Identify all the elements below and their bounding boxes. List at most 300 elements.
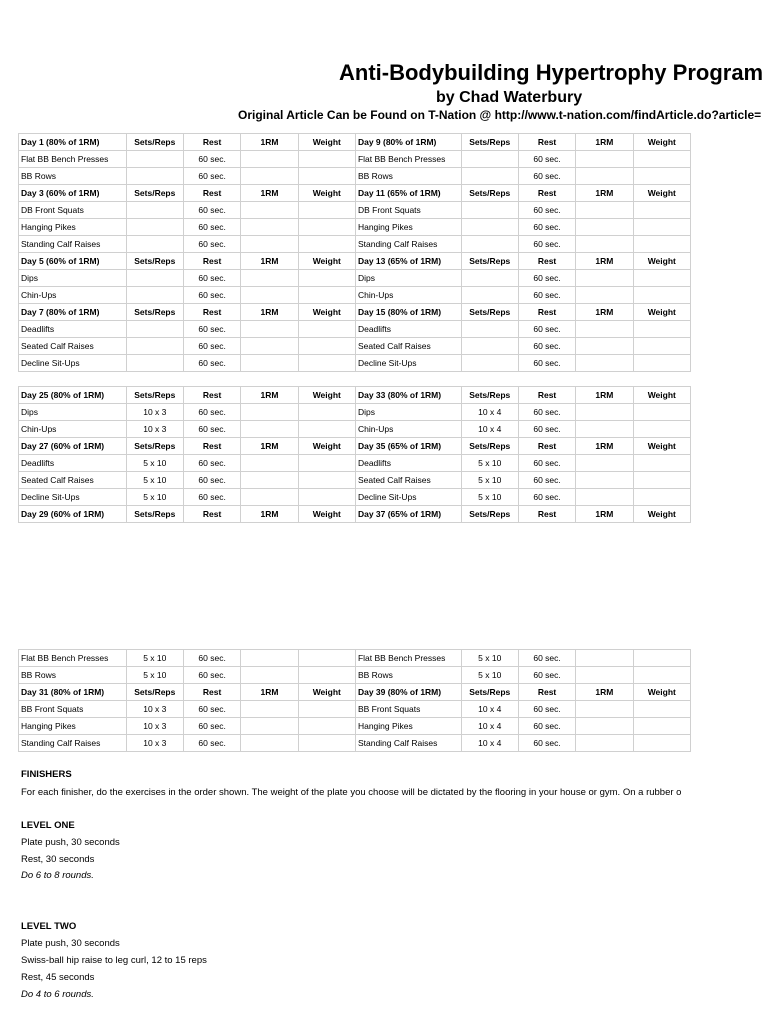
weight-cell [298,421,355,438]
rest-cell: 60 sec. [518,236,575,253]
exercise-name-cell: BB Front Squats [19,701,127,718]
weight-cell [298,489,355,506]
rest-cell: 60 sec. [183,355,240,372]
rest-cell: 60 sec. [518,168,575,185]
weight-cell [633,355,690,372]
exercise-name-cell: Flat BB Bench Presses [19,650,127,667]
level-two-rounds: Do 4 to 6 rounds. [21,989,94,1000]
sets-reps-cell: Sets/Reps [126,506,183,523]
sets-reps-cell [126,338,183,355]
one-rm-cell: 1RM [241,684,298,701]
day-label-cell: Day 29 (60% of 1RM) [19,506,127,523]
weight-cell [298,701,355,718]
rest-cell: 60 sec. [183,472,240,489]
rest-cell: 60 sec. [518,701,575,718]
weight-cell [633,701,690,718]
rest-cell: 60 sec. [518,355,575,372]
sets-reps-cell: 5 x 10 [461,667,518,684]
rest-cell: Rest [518,684,575,701]
weight-cell [298,355,355,372]
day-label-cell: Day 11 (65% of 1RM) [355,185,461,202]
weight-cell [298,718,355,735]
exercise-name-cell: Dips [19,270,127,287]
exercise-name-cell: Seated Calf Raises [355,338,461,355]
sets-reps-cell [461,355,518,372]
rest-cell: 60 sec. [518,287,575,304]
rest-cell: Rest [518,438,575,455]
rest-cell: Rest [183,304,240,321]
level-one-rounds: Do 6 to 8 rounds. [21,870,94,881]
one-rm-cell [241,489,298,506]
sets-reps-cell [126,219,183,236]
day-label-cell: Day 27 (60% of 1RM) [19,438,127,455]
one-rm-cell: 1RM [241,438,298,455]
rest-cell: 60 sec. [183,455,240,472]
sets-reps-cell [126,236,183,253]
weight-cell [633,667,690,684]
sets-reps-cell: 10 x 4 [461,404,518,421]
level-two-heading: LEVEL TWO [21,921,77,932]
weight-cell: Weight [298,506,355,523]
sets-reps-cell: 5 x 10 [461,489,518,506]
exercise-name-cell: BB Rows [19,667,127,684]
page-title: Anti-Bodybuilding Hypertrophy Program [339,60,764,85]
sets-reps-cell: 10 x 3 [126,421,183,438]
exercise-name-cell: Decline Sit-Ups [355,489,461,506]
rest-cell: 60 sec. [183,168,240,185]
weight-cell [633,472,690,489]
rest-cell: Rest [518,304,575,321]
weight-cell [633,219,690,236]
one-rm-cell [241,718,298,735]
rest-cell: 60 sec. [183,735,240,752]
weight-cell [633,287,690,304]
exercise-name-cell: Decline Sit-Ups [19,489,127,506]
one-rm-cell: 1RM [576,506,633,523]
weight-cell [633,489,690,506]
one-rm-cell: 1RM [241,304,298,321]
weight-cell [298,236,355,253]
level-two-line: Swiss-ball hip raise to leg curl, 12 to 15 reps [21,955,207,966]
exercise-row [19,219,691,236]
level-one-line: Rest, 30 seconds [21,854,95,865]
weight-cell [633,404,690,421]
sets-reps-cell: 10 x 4 [461,701,518,718]
one-rm-cell [241,735,298,752]
exercise-name-cell: Standing Calf Raises [355,236,461,253]
day-label-cell: Day 1 (80% of 1RM) [19,134,127,151]
level-two-line: Rest, 45 seconds [21,972,95,983]
rest-cell: 60 sec. [518,270,575,287]
weight-cell: Weight [298,185,355,202]
sets-reps-cell [461,270,518,287]
weight-cell [298,650,355,667]
sets-reps-cell: Sets/Reps [126,253,183,270]
sets-reps-cell [126,321,183,338]
exercise-row [19,236,691,253]
one-rm-cell [241,701,298,718]
weight-cell [298,404,355,421]
weight-cell [298,667,355,684]
exercise-row [19,701,691,718]
rest-cell: Rest [183,387,240,404]
sets-reps-cell: 10 x 3 [126,735,183,752]
sets-reps-cell [461,219,518,236]
weight-cell [633,202,690,219]
one-rm-cell [576,321,633,338]
one-rm-cell [241,421,298,438]
one-rm-cell [576,650,633,667]
one-rm-cell: 1RM [576,438,633,455]
workout-table-1 [18,133,691,372]
sets-reps-cell: Sets/Reps [461,387,518,404]
rest-cell: 60 sec. [183,338,240,355]
one-rm-cell [576,287,633,304]
rest-cell: 60 sec. [183,270,240,287]
exercise-row [19,455,691,472]
sets-reps-cell: 5 x 10 [461,650,518,667]
weight-cell [633,735,690,752]
weight-cell [298,168,355,185]
level-one-heading: LEVEL ONE [21,820,75,831]
weight-cell [298,472,355,489]
day-header-row [19,438,691,455]
exercise-row [19,287,691,304]
rest-cell: 60 sec. [183,421,240,438]
one-rm-cell: 1RM [241,506,298,523]
exercise-name-cell: Chin-Ups [355,287,461,304]
one-rm-cell [576,338,633,355]
exercise-name-cell: Chin-Ups [19,421,127,438]
day-label-cell: Day 3 (60% of 1RM) [19,185,127,202]
rest-cell: 60 sec. [183,151,240,168]
rest-cell: 60 sec. [518,404,575,421]
one-rm-cell: 1RM [576,253,633,270]
exercise-name-cell: BB Rows [355,168,461,185]
exercise-name-cell: Deadlifts [19,455,127,472]
sets-reps-cell: 10 x 3 [126,701,183,718]
exercise-row [19,421,691,438]
exercise-name-cell: Hanging Pikes [355,219,461,236]
rest-cell: 60 sec. [518,321,575,338]
rest-cell: 60 sec. [518,202,575,219]
day-label-cell: Day 35 (65% of 1RM) [355,438,461,455]
sets-reps-cell: 5 x 10 [126,650,183,667]
rest-cell: 60 sec. [183,718,240,735]
rest-cell: Rest [518,506,575,523]
weight-cell [298,202,355,219]
exercise-name-cell: Seated Calf Raises [19,472,127,489]
exercise-row [19,489,691,506]
exercise-name-cell: Dips [19,404,127,421]
sets-reps-cell: Sets/Reps [461,438,518,455]
sets-reps-cell: Sets/Reps [126,185,183,202]
rest-cell: Rest [183,684,240,701]
rest-cell: Rest [518,185,575,202]
rest-cell: 60 sec. [183,489,240,506]
exercise-name-cell: Decline Sit-Ups [19,355,127,372]
exercise-name-cell: Seated Calf Raises [19,338,127,355]
exercise-name-cell: Hanging Pikes [355,718,461,735]
sets-reps-cell: 10 x 4 [461,735,518,752]
weight-cell: Weight [298,134,355,151]
page-title-wrap [0,60,768,88]
sets-reps-cell: Sets/Reps [461,684,518,701]
exercise-name-cell: DB Front Squats [19,202,127,219]
one-rm-cell [241,236,298,253]
exercise-name-cell: Dips [355,270,461,287]
weight-cell: Weight [633,438,690,455]
one-rm-cell [241,650,298,667]
sets-reps-cell: Sets/Reps [461,253,518,270]
workout-table-3 [18,649,691,752]
rest-cell: 60 sec. [518,151,575,168]
sets-reps-cell [126,168,183,185]
rest-cell: 60 sec. [518,489,575,506]
one-rm-cell: 1RM [576,134,633,151]
one-rm-cell: 1RM [241,185,298,202]
exercise-name-cell: Flat BB Bench Presses [355,650,461,667]
one-rm-cell [576,270,633,287]
sets-reps-cell [126,355,183,372]
weight-cell: Weight [298,387,355,404]
weight-cell [298,219,355,236]
weight-cell: Weight [633,253,690,270]
rest-cell: 60 sec. [518,219,575,236]
exercise-name-cell: Deadlifts [355,455,461,472]
exercise-name-cell: Decline Sit-Ups [355,355,461,372]
sets-reps-cell: Sets/Reps [461,185,518,202]
day-label-cell: Day 33 (80% of 1RM) [355,387,461,404]
one-rm-cell [576,404,633,421]
one-rm-cell [576,219,633,236]
one-rm-cell [576,168,633,185]
weight-cell: Weight [633,684,690,701]
one-rm-cell [576,202,633,219]
exercise-name-cell: Standing Calf Raises [355,735,461,752]
exercise-name-cell: Standing Calf Raises [19,236,127,253]
weight-cell [298,735,355,752]
rest-cell: Rest [183,438,240,455]
sets-reps-cell: 5 x 10 [126,489,183,506]
one-rm-cell: 1RM [241,387,298,404]
workout-table-2 [18,386,691,523]
one-rm-cell: 1RM [576,304,633,321]
exercise-name-cell: BB Front Squats [355,701,461,718]
one-rm-cell [241,202,298,219]
one-rm-cell [241,472,298,489]
exercise-row [19,168,691,185]
one-rm-cell [241,287,298,304]
rest-cell: 60 sec. [518,735,575,752]
one-rm-cell [576,718,633,735]
weight-cell: Weight [298,438,355,455]
exercise-name-cell: Dips [355,404,461,421]
rest-cell: 60 sec. [183,236,240,253]
sets-reps-cell: 10 x 4 [461,421,518,438]
one-rm-cell [241,404,298,421]
weight-cell [298,455,355,472]
day-header-row [19,684,691,701]
one-rm-cell: 1RM [576,387,633,404]
one-rm-cell [576,455,633,472]
weight-cell: Weight [633,506,690,523]
rest-cell: Rest [183,134,240,151]
day-header-row [19,387,691,404]
one-rm-cell: 1RM [241,134,298,151]
weight-cell: Weight [298,684,355,701]
rest-cell: Rest [183,506,240,523]
rest-cell: 60 sec. [518,667,575,684]
sets-reps-cell [461,321,518,338]
rest-cell: 60 sec. [518,650,575,667]
weight-cell [633,270,690,287]
exercise-row [19,667,691,684]
day-label-cell: Day 15 (80% of 1RM) [355,304,461,321]
rest-cell: 60 sec. [518,718,575,735]
sets-reps-cell: Sets/Reps [461,304,518,321]
sets-reps-cell: Sets/Reps [126,304,183,321]
sets-reps-cell: Sets/Reps [126,684,183,701]
finishers-description: For each finisher, do the exercises in the order shown. The weight of the plate you choose will be dictated by the flooring in your house or gym. On a rubber o [21,787,682,798]
sets-reps-cell [461,151,518,168]
one-rm-cell [576,421,633,438]
weight-cell [633,718,690,735]
sets-reps-cell: Sets/Reps [126,134,183,151]
one-rm-cell [241,667,298,684]
rest-cell: 60 sec. [183,219,240,236]
exercise-name-cell: BB Rows [19,168,127,185]
day-label-cell: Day 39 (80% of 1RM) [355,684,461,701]
weight-cell: Weight [298,304,355,321]
rest-cell: Rest [518,387,575,404]
rest-cell: Rest [518,253,575,270]
sets-reps-cell [461,202,518,219]
sets-reps-cell: Sets/Reps [126,387,183,404]
one-rm-cell [241,321,298,338]
exercise-row [19,404,691,421]
one-rm-cell [241,355,298,372]
exercise-name-cell: Chin-Ups [355,421,461,438]
weight-cell: Weight [633,134,690,151]
exercise-row [19,338,691,355]
article-note: Original Article Can be Found on T-Nation @ http://www.t-nation.com/findArticle.do?article= [238,108,762,122]
one-rm-cell [241,270,298,287]
rest-cell: 60 sec. [183,404,240,421]
weight-cell: Weight [633,387,690,404]
day-header-row [19,304,691,321]
sets-reps-cell: 5 x 10 [461,455,518,472]
weight-cell [298,338,355,355]
sets-reps-cell [126,202,183,219]
level-two-line: Plate push, 30 seconds [21,938,120,949]
exercise-name-cell: BB Rows [355,667,461,684]
weight-cell [633,650,690,667]
exercise-row [19,718,691,735]
rest-cell: Rest [518,134,575,151]
sets-reps-cell [461,338,518,355]
rest-cell: 60 sec. [518,455,575,472]
sets-reps-cell [126,270,183,287]
rest-cell: Rest [183,185,240,202]
sets-reps-cell [126,287,183,304]
day-label-cell: Day 37 (65% of 1RM) [355,506,461,523]
day-header-row [19,506,691,523]
sets-reps-cell: 10 x 3 [126,404,183,421]
exercise-name-cell: DB Front Squats [355,202,461,219]
exercise-name-cell: Deadlifts [355,321,461,338]
rest-cell: 60 sec. [518,338,575,355]
rest-cell: 60 sec. [183,701,240,718]
article-note-wrap [0,108,762,124]
weight-cell [633,421,690,438]
weight-cell [633,455,690,472]
exercise-row [19,321,691,338]
sets-reps-cell: 5 x 10 [461,472,518,489]
exercise-name-cell: Flat BB Bench Presses [355,151,461,168]
weight-cell [633,151,690,168]
one-rm-cell [241,455,298,472]
one-rm-cell: 1RM [576,185,633,202]
exercise-name-cell: Flat BB Bench Presses [19,151,127,168]
one-rm-cell [576,667,633,684]
one-rm-cell [241,151,298,168]
one-rm-cell [241,168,298,185]
sets-reps-cell: Sets/Reps [126,438,183,455]
rest-cell: 60 sec. [183,650,240,667]
finishers-heading: FINISHERS [21,769,72,780]
one-rm-cell [576,472,633,489]
rest-cell: 60 sec. [518,472,575,489]
exercise-row [19,355,691,372]
rest-cell: 60 sec. [183,202,240,219]
exercise-name-cell: Chin-Ups [19,287,127,304]
day-label-cell: Day 9 (80% of 1RM) [355,134,461,151]
author-line: by Chad Waterbury [436,89,583,106]
weight-cell: Weight [298,253,355,270]
exercise-row [19,735,691,752]
weight-cell [298,287,355,304]
rest-cell: 60 sec. [183,321,240,338]
exercise-row [19,202,691,219]
sets-reps-cell [461,236,518,253]
exercise-row [19,650,691,667]
day-label-cell: Day 13 (65% of 1RM) [355,253,461,270]
rest-cell: 60 sec. [518,421,575,438]
one-rm-cell [241,219,298,236]
one-rm-cell [576,489,633,506]
exercise-name-cell: Hanging Pikes [19,718,127,735]
rest-cell: Rest [183,253,240,270]
exercise-name-cell: Standing Calf Raises [19,735,127,752]
one-rm-cell [576,355,633,372]
sets-reps-cell [461,168,518,185]
one-rm-cell [576,701,633,718]
weight-cell [633,168,690,185]
weight-cell [633,321,690,338]
exercise-row [19,151,691,168]
exercise-row [19,270,691,287]
one-rm-cell: 1RM [576,684,633,701]
weight-cell [298,321,355,338]
day-header-row [19,134,691,151]
day-header-row [19,253,691,270]
sets-reps-cell [126,151,183,168]
sets-reps-cell: Sets/Reps [461,134,518,151]
exercise-row [19,472,691,489]
sets-reps-cell: 10 x 3 [126,718,183,735]
exercise-name-cell: Deadlifts [19,321,127,338]
